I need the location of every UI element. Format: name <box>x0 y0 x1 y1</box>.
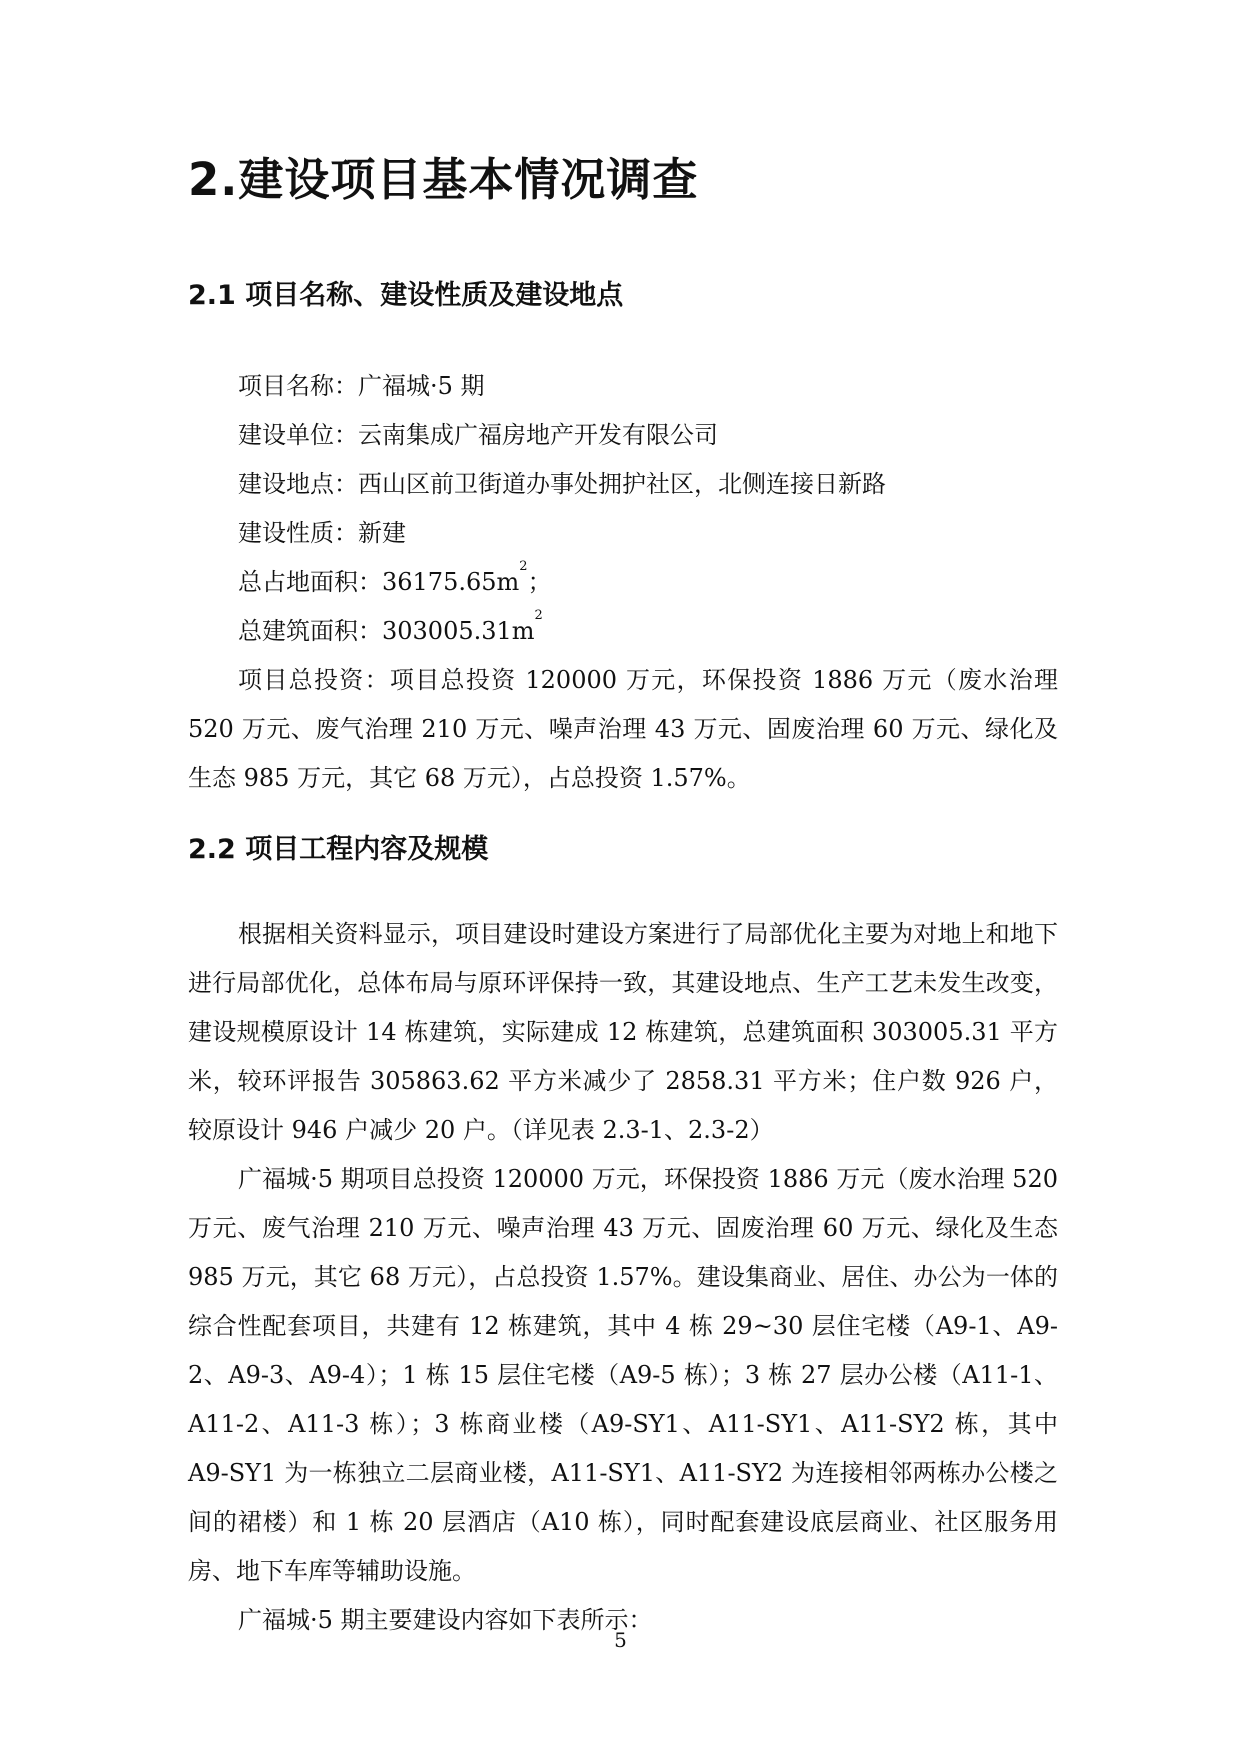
section-title-2-2: 2.2 项目工程内容及规模 <box>188 834 489 865</box>
builder-line: 建设单位：云南集成广福房地产开发有限公司 <box>238 421 718 449</box>
floor-area-text: 总建筑面积：303005.31m <box>238 617 535 645</box>
land-area-suffix: ； <box>527 568 552 596</box>
floor-area-line <box>188 607 1058 656</box>
section-title-2-1: 2.1 项目名称、建设性质及建设地点 <box>188 280 624 311</box>
location-line: 建设地点：西山区前卫街道办事处拥护社区，北侧连接日新路 <box>238 470 886 498</box>
section-2-2-body <box>188 910 1058 1645</box>
land-area-superscript: 2 <box>519 559 528 574</box>
composition-paragraph: 广福城·5 期项目总投资 120000 万元，环保投资 1886 万元（废水治理 520 万元、废气治理 210 万元、噪声治理 43 万元、固废治理 60 万元、绿化及生态 985 万元，其它 68 万元），占总投资 1.57%。建设集商业、居住、办公为一体的综合性配套项目，共建有 12 栋建筑，其中 4 栋 29~30 层住宅楼（A9-1、A9-2、A9-3、A9-4）；1 栋 15 层住宅楼（A9-5 栋）；3 栋 27 层办公楼（A11-1、A11-2、A11-3 栋）；3 栋商业楼（A9-SY1、A11-SY1、A11-SY2 栋，其中 A9-SY1 为一栋独立二层商业楼，A11-SY1、A11-SY2 为连接相邻两栋办公楼之间的裙楼）和 1 栋 20 层酒店（A10 栋），同时配套建设底层商业、社区服务用房、地下车库等辅助设施。 <box>188 1165 1058 1585</box>
land-area-text: 总占地面积：36175.65m <box>238 568 520 596</box>
optimization-paragraph: 根据相关资料显示，项目建设时建设方案进行了局部优化主要为对地上和地下进行局部优化，总体布局与原环评保持一致，其建设地点、生产工艺未发生改变，建设规模原设计 14 栋建筑，实际建成 12 栋建筑，总建筑面积 303005.31 平方米，较环评报告 305863.62 平方米减少了 2858.31 平方米；住户数 926 户，较原设计 946 户减少 20 户。（详见表 2.3-1、2.3-2） <box>188 920 1058 1144</box>
land-area-line <box>188 558 1058 607</box>
floor-area-superscript: 2 <box>534 608 543 623</box>
investment-paragraph: 项目总投资：项目总投资 120000 万元，环保投资 1886 万元（废水治理 520 万元、废气治理 210 万元、噪声治理 43 万元、固废治理 60 万元、绿化及生态 985 万元，其它 68 万元），占总投资 1.57%。 <box>188 666 1058 792</box>
table-intro-paragraph: 广福城·5 期主要建设内容如下表所示： <box>238 1606 653 1634</box>
project-name-line: 项目名称：广福城·5 期 <box>238 372 485 400</box>
chapter-title: 2.建设项目基本情况调查 <box>188 153 699 206</box>
page-number: 5 <box>614 1628 627 1652</box>
nature-line: 建设性质：新建 <box>238 519 406 547</box>
project-info-list <box>188 362 1058 656</box>
